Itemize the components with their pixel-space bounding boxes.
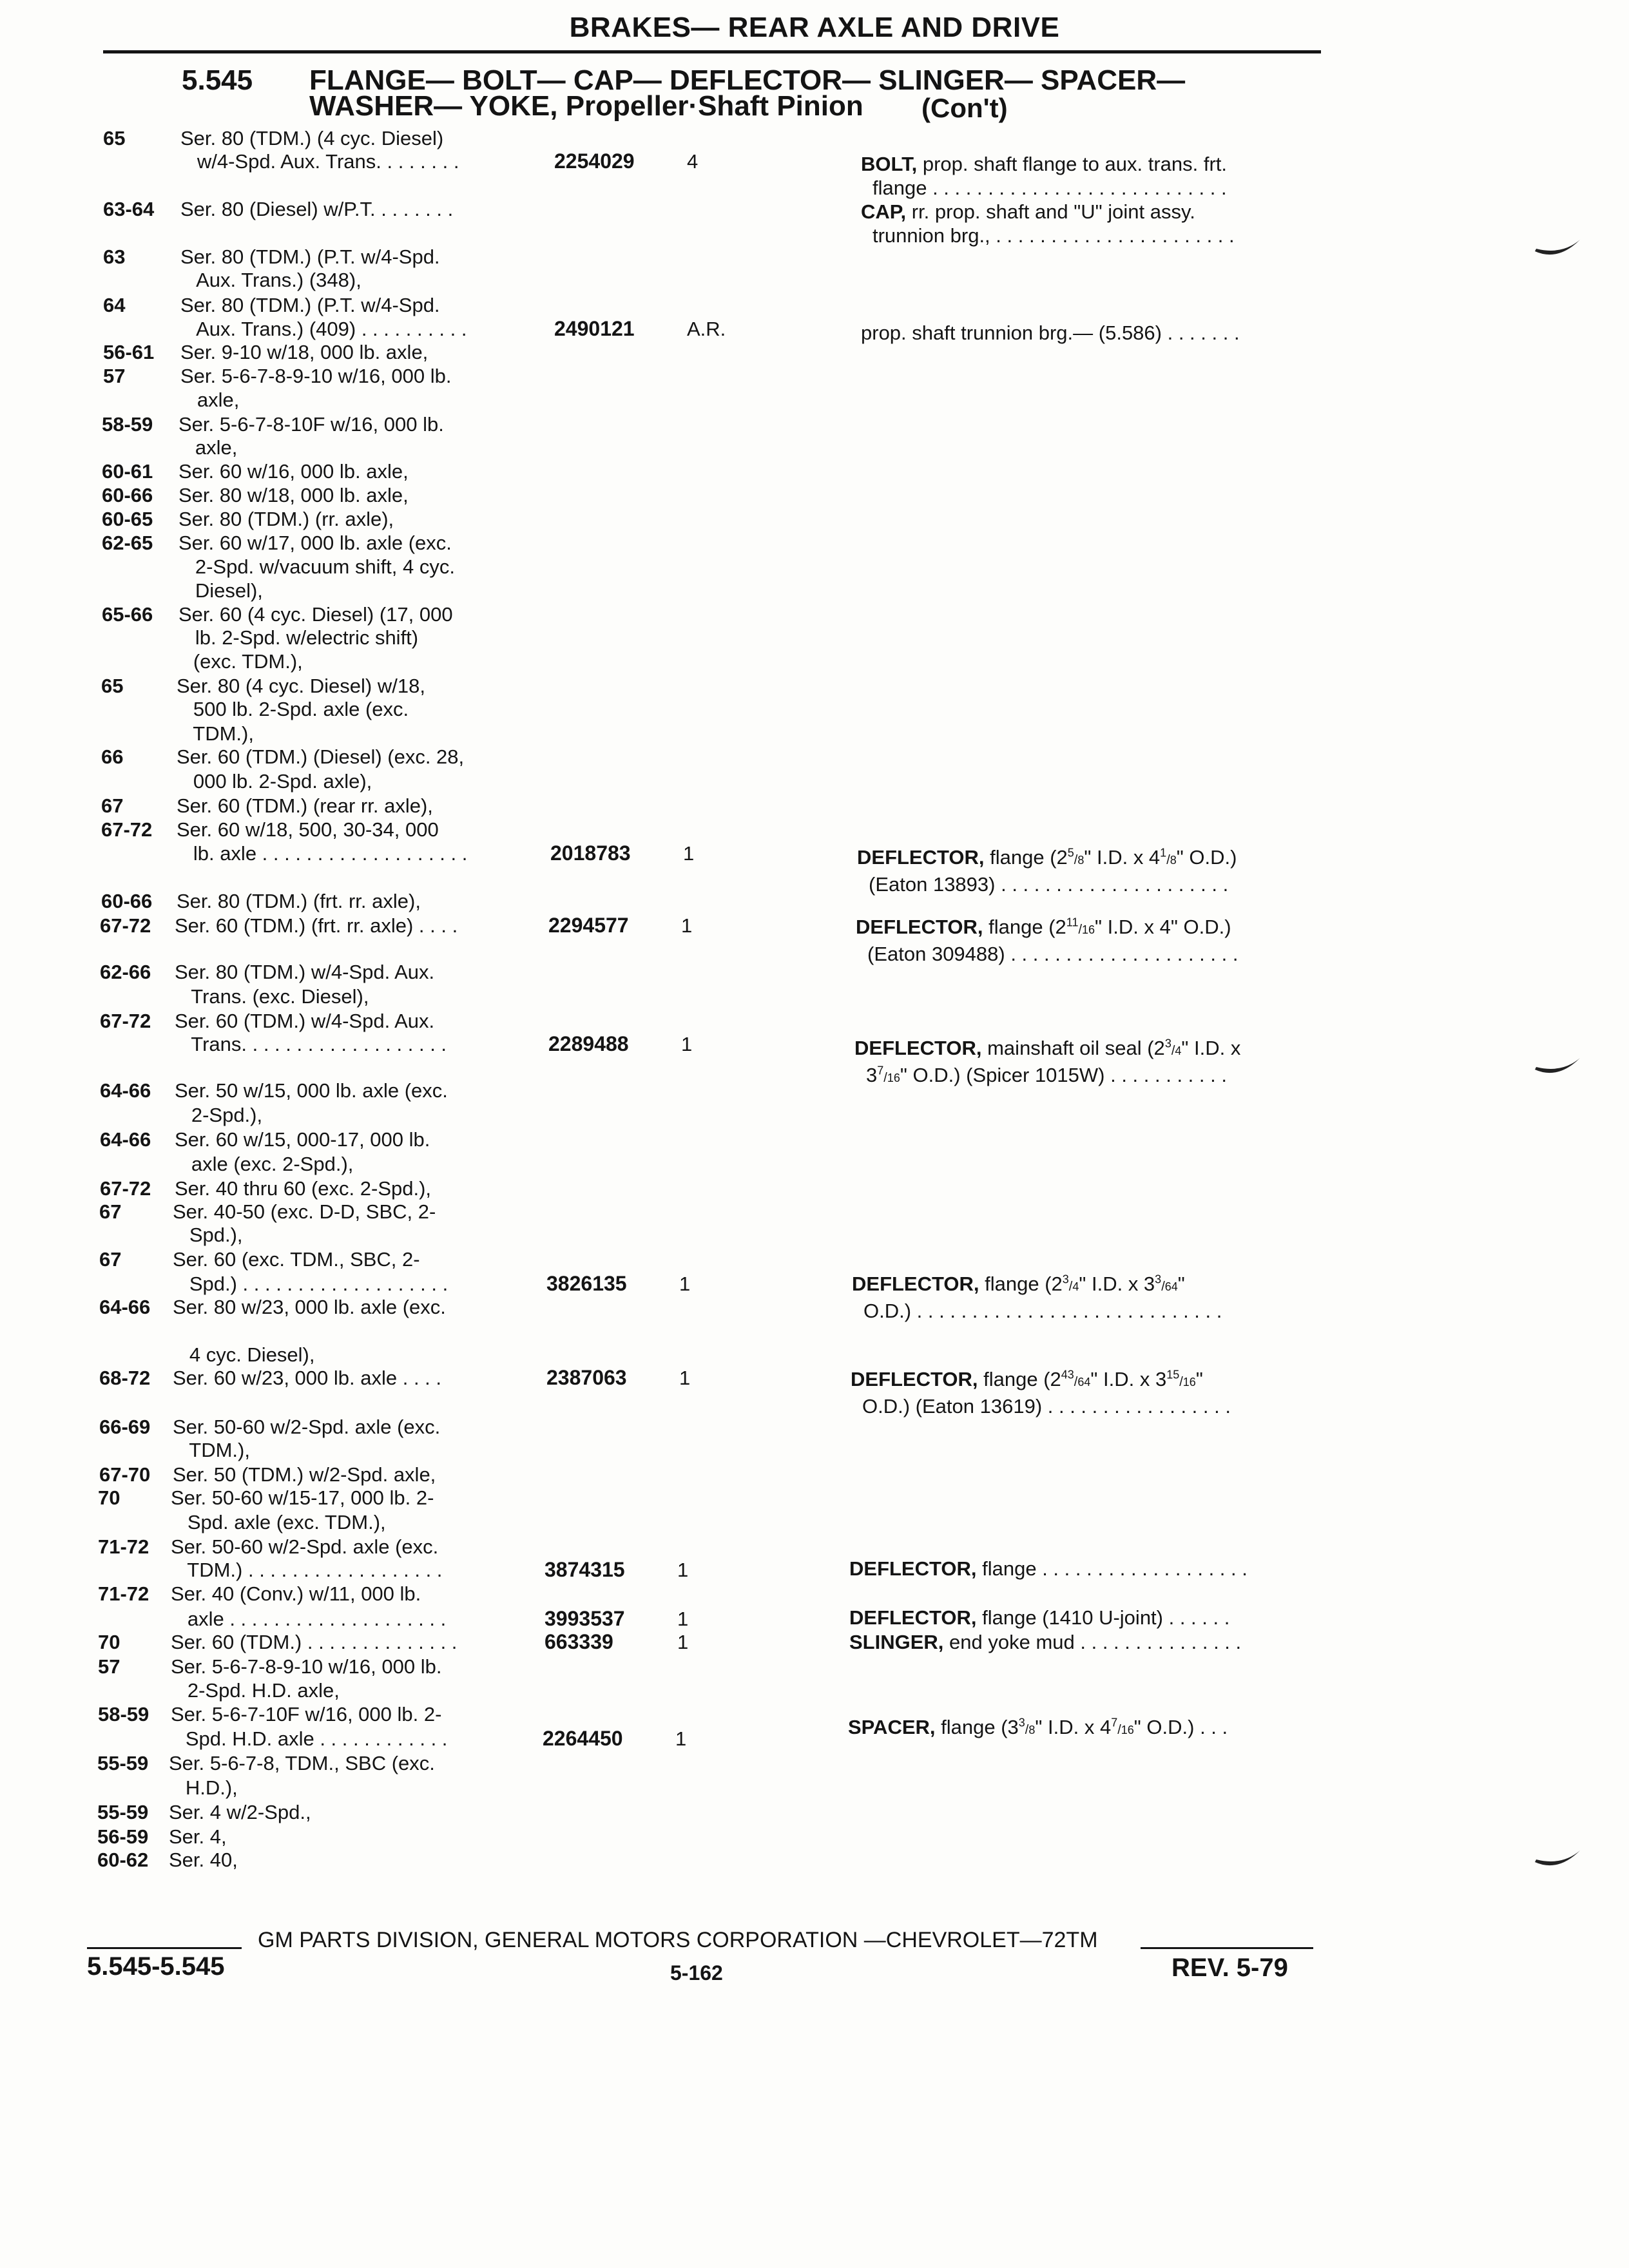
entry-year: 60-62 bbox=[97, 1849, 149, 1871]
part-number: 2289488 bbox=[548, 1032, 629, 1055]
entry-application: 4 cyc. Diesel), bbox=[173, 1343, 315, 1366]
part-description bbox=[861, 152, 1227, 200]
entry-application: Ser. 40 (Conv.) w/11, 000 lb. bbox=[171, 1582, 421, 1605]
description-text: " O.D.) bbox=[1176, 846, 1237, 869]
entry-year: 64-66 bbox=[100, 1128, 151, 1151]
entry-application: Ser. 60 (TDM.) (frt. rr. axle) . . . . bbox=[175, 914, 458, 937]
entry-year: 66 bbox=[101, 745, 124, 768]
entry-year: 66-69 bbox=[99, 1416, 151, 1438]
fraction-slash: / bbox=[1074, 1375, 1078, 1389]
entry-application: Ser. 80 (TDM.) (P.T. w/4-Spd. bbox=[180, 245, 440, 268]
margin-mark bbox=[1532, 226, 1584, 264]
entry-application: Ser. 80 w/23, 000 lb. axle (exc. bbox=[173, 1296, 446, 1318]
description-text: O.D.) . . . . . . . . . . . . . . . . . . . . . . . . . . . . bbox=[863, 1300, 1222, 1322]
entry-year: 63 bbox=[103, 245, 126, 268]
entry-application: 2-Spd. H.D. axle, bbox=[171, 1679, 340, 1702]
part-number: 3993537 bbox=[545, 1607, 625, 1630]
fraction-slash: / bbox=[1166, 853, 1170, 867]
fraction-denominator: 8 bbox=[1077, 854, 1084, 867]
entry-application: Spd.) . . . . . . . . . . . . . . . . . . . bbox=[173, 1273, 448, 1295]
entry-year: 67-72 bbox=[100, 1010, 151, 1032]
fraction-numerator: 43 bbox=[1061, 1368, 1074, 1381]
entry-year: 60-66 bbox=[102, 484, 153, 506]
description-text: flange . . . . . . . . . . . . . . . . . . . . . . . . . . . bbox=[872, 177, 1227, 199]
part-name: SPACER, bbox=[848, 1716, 936, 1738]
entry-application: Ser. 50 w/15, 000 lb. axle (exc. bbox=[175, 1079, 448, 1102]
entry-application: Ser. 80 (TDM.) (frt. rr. axle), bbox=[177, 890, 421, 912]
entry-application: axle . . . . . . . . . . . . . . . . . . . . bbox=[171, 1608, 447, 1630]
entry-application: Ser. 60 (TDM.) w/4-Spd. Aux. bbox=[175, 1010, 435, 1032]
entry-application: Ser. 5-6-7-8-9-10 w/16, 000 lb. bbox=[171, 1655, 442, 1678]
part-name: DEFLECTOR, bbox=[849, 1557, 977, 1580]
entry-application: Ser. 60 (TDM.) . . . . . . . . . . . . . . bbox=[171, 1631, 458, 1653]
entry-application: Ser. 80 (Diesel) w/P.T. . . . . . . . bbox=[180, 198, 454, 220]
part-name: DEFLECTOR, bbox=[856, 916, 983, 938]
entry-year: 71-72 bbox=[98, 1535, 149, 1558]
part-number: 2387063 bbox=[546, 1366, 627, 1389]
description-text: end yoke mud . . . . . . . . . . . . . . . bbox=[943, 1631, 1242, 1653]
entry-application: 2-Spd.), bbox=[175, 1104, 263, 1126]
entry-year: 58-59 bbox=[98, 1703, 149, 1725]
part-description bbox=[849, 1606, 1229, 1629]
footer-rule-left bbox=[87, 1947, 242, 1949]
entry-application: TDM.), bbox=[177, 722, 254, 745]
header-rule bbox=[103, 50, 1321, 53]
part-number: 2490121 bbox=[554, 317, 635, 340]
entry-application: Ser. 40 thru 60 (exc. 2-Spd.), bbox=[175, 1177, 432, 1200]
part-description bbox=[861, 321, 1240, 345]
part-description bbox=[849, 1630, 1241, 1654]
fraction-slash: / bbox=[1161, 1280, 1165, 1294]
entry-year: 64-66 bbox=[99, 1296, 151, 1318]
entry-application: axle, bbox=[178, 436, 238, 459]
description-text: prop. shaft flange to aux. trans. frt. bbox=[917, 153, 1228, 175]
entry-application: lb. 2-Spd. w/electric shift) bbox=[178, 626, 419, 649]
entry-application: Trans. (exc. Diesel), bbox=[175, 985, 369, 1008]
entry-application: Ser. 4, bbox=[169, 1825, 227, 1848]
entry-year: 70 bbox=[98, 1631, 120, 1653]
description-text: " I.D. x bbox=[1181, 1037, 1241, 1059]
entry-application: Ser. 4 w/2-Spd., bbox=[169, 1801, 311, 1823]
entry-year: 67 bbox=[99, 1200, 122, 1223]
entry-application: Ser. 80 (TDM.) (4 cyc. Diesel) bbox=[180, 127, 444, 149]
entry-application: Ser. 50-60 w/2-Spd. axle (exc. bbox=[173, 1416, 441, 1438]
entry-application: 2-Spd. w/vacuum shift, 4 cyc. bbox=[178, 555, 455, 578]
part-description bbox=[849, 1557, 1248, 1581]
entry-application: Aux. Trans.) (409) . . . . . . . . . . bbox=[180, 318, 467, 340]
fraction-numerator: 7 bbox=[1111, 1716, 1118, 1729]
part-description bbox=[861, 200, 1235, 247]
entry-year: 67-72 bbox=[100, 914, 151, 937]
entry-application: Diesel), bbox=[178, 579, 263, 602]
entry-year: 60-66 bbox=[101, 890, 153, 912]
fraction-slash: / bbox=[1179, 1375, 1183, 1389]
quantity: A.R. bbox=[687, 318, 726, 340]
part-number: 663339 bbox=[545, 1630, 613, 1653]
entry-year: 62-65 bbox=[102, 532, 153, 554]
quantity: 1 bbox=[681, 914, 693, 937]
part-number: 3874315 bbox=[545, 1558, 625, 1581]
part-description bbox=[856, 915, 1238, 966]
part-description bbox=[851, 1367, 1231, 1418]
entry-application: axle, bbox=[180, 389, 240, 411]
entry-year: 57 bbox=[103, 365, 126, 387]
description-text: " I.D. x 4 bbox=[1084, 846, 1161, 869]
description-text: mainshaft oil seal (2 bbox=[981, 1037, 1165, 1059]
entry-application: TDM.), bbox=[173, 1439, 250, 1461]
entry-year: 65-66 bbox=[102, 603, 153, 626]
entry-year: 60-61 bbox=[102, 460, 153, 483]
description-text: 3 bbox=[866, 1064, 878, 1086]
entry-application: Ser. 40-50 (exc. D-D, SBC, 2- bbox=[173, 1200, 436, 1223]
part-number: 2254029 bbox=[554, 149, 635, 173]
entry-application: H.D.), bbox=[169, 1776, 238, 1799]
description-text: flange (2 bbox=[978, 1368, 1061, 1390]
entry-application: TDM.) . . . . . . . . . . . . . . . . . . bbox=[171, 1559, 443, 1581]
entry-application: Ser. 40, bbox=[169, 1849, 238, 1871]
entry-year: 55-59 bbox=[97, 1801, 149, 1823]
entry-year: 64-66 bbox=[100, 1079, 151, 1102]
entry-application: Spd. axle (exc. TDM.), bbox=[171, 1511, 386, 1533]
part-number: 3826135 bbox=[546, 1272, 627, 1295]
description-text: " bbox=[1177, 1273, 1185, 1295]
entry-year: 71-72 bbox=[98, 1582, 149, 1605]
margin-mark bbox=[1532, 1044, 1584, 1082]
entry-application: Ser. 60 (exc. TDM., SBC, 2- bbox=[173, 1248, 420, 1271]
entry-application: Ser. 9-10 w/18, 000 lb. axle, bbox=[180, 341, 429, 363]
part-name: DEFLECTOR, bbox=[854, 1037, 982, 1059]
part-name: SLINGER, bbox=[849, 1631, 944, 1653]
entry-year: 56-59 bbox=[97, 1825, 149, 1848]
fraction-numerator: 3 bbox=[1062, 1273, 1069, 1286]
description-text: " O.D.) (Spicer 1015W) . . . . . . . . . . . bbox=[900, 1064, 1227, 1086]
fraction-slash: / bbox=[1068, 1280, 1073, 1294]
entry-application: Ser. 50 (TDM.) w/2-Spd. axle, bbox=[173, 1463, 436, 1486]
entry-year: 67 bbox=[99, 1248, 122, 1271]
description-text: " I.D. x 3 bbox=[1079, 1273, 1155, 1295]
entry-application: w/4-Spd. Aux. Trans. . . . . . . . bbox=[180, 150, 459, 173]
quantity: 1 bbox=[677, 1559, 689, 1581]
part-number: 2294577 bbox=[548, 914, 629, 937]
entry-application: Ser. 60 w/23, 000 lb. axle . . . . bbox=[173, 1367, 442, 1389]
entry-application: Ser. 5-6-7-8-10F w/16, 000 lb. bbox=[178, 413, 444, 436]
description-text: " I.D. x 4 bbox=[1035, 1716, 1112, 1738]
continued-label: (Con't) bbox=[921, 93, 1008, 123]
entry-year: 55-59 bbox=[97, 1752, 149, 1774]
margin-mark bbox=[1532, 1836, 1584, 1875]
quantity: 1 bbox=[679, 1273, 691, 1295]
quantity: 1 bbox=[681, 1033, 693, 1055]
entry-application: Ser. 80 (TDM.) (rr. axle), bbox=[178, 508, 394, 530]
fraction-slash: / bbox=[1117, 1723, 1121, 1737]
entry-year: 63-64 bbox=[103, 198, 155, 220]
fraction-numerator: 15 bbox=[1166, 1368, 1180, 1381]
fraction-numerator: 3 bbox=[1018, 1716, 1025, 1729]
footer-publisher: GM PARTS DIVISION, GENERAL MOTORS CORPORATION —CHEVROLET—72TM bbox=[258, 1928, 1098, 1952]
quantity: 1 bbox=[679, 1367, 691, 1389]
footer-range: 5.545-5.545 bbox=[87, 1952, 225, 1981]
entry-year: 60-65 bbox=[102, 508, 153, 530]
part-name: DEFLECTOR, bbox=[851, 1368, 978, 1390]
entry-application: Ser. 60 (TDM.) (Diesel) (exc. 28, bbox=[177, 745, 465, 768]
description-text: " O.D.) . . . bbox=[1133, 1716, 1228, 1738]
description-text: flange (3 bbox=[935, 1716, 1019, 1738]
description-text: flange (2 bbox=[979, 1273, 1063, 1295]
quantity: 1 bbox=[677, 1608, 689, 1630]
fraction-denominator: 8 bbox=[1028, 1724, 1036, 1736]
entry-year: 57 bbox=[98, 1655, 120, 1678]
entry-application: Ser. 5-6-7-10F w/16, 000 lb. 2- bbox=[171, 1703, 442, 1725]
entry-year: 67-72 bbox=[101, 818, 153, 841]
part-description bbox=[854, 1036, 1240, 1090]
entry-year: 70 bbox=[98, 1486, 120, 1509]
entry-application: Ser. 80 (TDM.) (P.T. w/4-Spd. bbox=[180, 294, 440, 316]
fraction-numerator: 3 bbox=[1164, 1037, 1171, 1050]
fraction-numerator: 5 bbox=[1067, 846, 1074, 860]
entry-year: 64 bbox=[103, 294, 126, 316]
section-title-line1: FLANGE— BOLT— CAP— DEFLECTOR— SLINGER— SPACER— bbox=[309, 64, 1186, 96]
entry-application: Ser. 50-60 w/15-17, 000 lb. 2- bbox=[171, 1486, 434, 1509]
fraction-denominator: 4 bbox=[1175, 1044, 1182, 1057]
part-description bbox=[857, 845, 1237, 896]
description-text: (Eaton 309488) . . . . . . . . . . . . . . . . . . . . . bbox=[867, 943, 1239, 965]
section-title-line2: WASHER— YOKE, Propeller·Shaft Pinion bbox=[309, 90, 863, 122]
entry-year: 58-59 bbox=[102, 413, 153, 436]
description-text: flange (2 bbox=[984, 846, 1068, 869]
quantity: 4 bbox=[687, 150, 699, 173]
description-text: flange . . . . . . . . . . . . . . . . . . . bbox=[976, 1557, 1248, 1580]
part-description bbox=[852, 1272, 1222, 1323]
entry-application: Ser. 60 w/15, 000-17, 000 lb. bbox=[175, 1128, 430, 1151]
entry-application: Spd. H.D. axle . . . . . . . . . . . . bbox=[169, 1727, 448, 1750]
entry-application: (exc. TDM.), bbox=[177, 650, 303, 673]
entry-application: Ser. 60 (TDM.) (rear rr. axle), bbox=[177, 794, 433, 817]
section-number: 5.545 bbox=[182, 64, 253, 96]
entry-application: Ser. 60 w/17, 000 lb. axle (exc. bbox=[178, 532, 452, 554]
entry-application: 000 lb. 2-Spd. axle), bbox=[177, 770, 372, 793]
entry-application: Ser. 80 (TDM.) w/4-Spd. Aux. bbox=[175, 961, 435, 983]
part-name: DEFLECTOR, bbox=[849, 1606, 977, 1629]
part-name: DEFLECTOR, bbox=[857, 846, 985, 869]
footer-rule-right bbox=[1141, 1947, 1313, 1949]
fraction-slash: / bbox=[1025, 1723, 1029, 1737]
description-text: flange (2 bbox=[983, 916, 1066, 938]
fraction-numerator: 7 bbox=[877, 1064, 884, 1077]
description-text: rr. prop. shaft and "U" joint assy. bbox=[906, 200, 1195, 223]
part-name: CAP, bbox=[861, 200, 907, 223]
quantity: 1 bbox=[683, 842, 695, 865]
footer-page-number: 5-162 bbox=[670, 1961, 723, 1984]
footer-revision: REV. 5-79 bbox=[1171, 1954, 1288, 1982]
description-text: O.D.) (Eaton 13619) . . . . . . . . . . . . . . . . . bbox=[862, 1395, 1231, 1418]
fraction-denominator: 64 bbox=[1164, 1280, 1178, 1293]
entry-application: Ser. 60 w/16, 000 lb. axle, bbox=[178, 460, 409, 483]
entry-application: Ser. 60 (4 cyc. Diesel) (17, 000 bbox=[178, 603, 453, 626]
entry-application: axle (exc. 2-Spd.), bbox=[175, 1153, 354, 1175]
part-description bbox=[848, 1715, 1228, 1742]
fraction-numerator: 11 bbox=[1066, 916, 1079, 929]
entry-application: Ser. 80 w/18, 000 lb. axle, bbox=[178, 484, 409, 506]
entry-application: Ser. 60 w/18, 500, 30-34, 000 bbox=[177, 818, 439, 841]
entry-year: 67-72 bbox=[100, 1177, 151, 1200]
entry-application: Ser. 50-60 w/2-Spd. axle (exc. bbox=[171, 1535, 439, 1558]
description-text: " bbox=[1195, 1368, 1203, 1390]
entry-application: Ser. 5-6-7-8, TDM., SBC (exc. bbox=[169, 1752, 435, 1774]
description-text: flange (1410 U-joint) . . . . . . bbox=[976, 1606, 1230, 1629]
fraction-numerator: 1 bbox=[1160, 846, 1167, 860]
entry-application: Ser. 80 (4 cyc. Diesel) w/18, bbox=[177, 675, 425, 697]
entry-year: 67 bbox=[101, 794, 124, 817]
part-number: 2018783 bbox=[550, 841, 631, 865]
entry-application: Ser. 5-6-7-8-9-10 w/16, 000 lb. bbox=[180, 365, 452, 387]
description-text: " I.D. x 3 bbox=[1090, 1368, 1167, 1390]
fraction-denominator: 4 bbox=[1072, 1280, 1079, 1293]
entry-year: 56-61 bbox=[103, 341, 155, 363]
entry-application: 500 lb. 2-Spd. axle (exc. bbox=[177, 698, 409, 720]
entry-application: Aux. Trans.) (348), bbox=[180, 269, 361, 291]
entry-year: 62-66 bbox=[100, 961, 151, 983]
fraction-slash: / bbox=[1074, 853, 1078, 867]
part-name: BOLT, bbox=[861, 153, 918, 175]
fraction-denominator: 16 bbox=[887, 1072, 900, 1084]
entry-application: Trans. . . . . . . . . . . . . . . . . . . bbox=[175, 1033, 447, 1055]
description-text: trunnion brg., . . . . . . . . . . . . . . . . . . . . . . bbox=[872, 224, 1235, 247]
fraction-denominator: 64 bbox=[1077, 1376, 1091, 1389]
fraction-slash: / bbox=[1078, 923, 1083, 937]
fraction-denominator: 8 bbox=[1170, 854, 1177, 867]
entry-year: 65 bbox=[103, 127, 126, 149]
description-text: " I.D. x 4" O.D.) bbox=[1095, 916, 1231, 938]
fraction-numerator: 3 bbox=[1155, 1273, 1162, 1286]
description-text: prop. shaft trunnion brg.— (5.586) . . . . . . . bbox=[861, 322, 1240, 344]
part-number: 2264450 bbox=[543, 1727, 623, 1750]
entry-year: 68-72 bbox=[99, 1367, 151, 1389]
fraction-slash: / bbox=[1171, 1044, 1175, 1058]
description-text: (Eaton 13893) . . . . . . . . . . . . . . . . . . . . . bbox=[869, 873, 1229, 896]
entry-year: 67-70 bbox=[99, 1463, 151, 1486]
fraction-denominator: 16 bbox=[1121, 1724, 1134, 1736]
entry-year: 65 bbox=[101, 675, 124, 697]
fraction-denominator: 16 bbox=[1082, 923, 1095, 936]
part-name: DEFLECTOR, bbox=[852, 1273, 979, 1295]
entry-application: Spd.), bbox=[173, 1224, 243, 1246]
entry-application: lb. axle . . . . . . . . . . . . . . . . . . . bbox=[177, 842, 468, 865]
fraction-slash: / bbox=[883, 1071, 887, 1085]
page-header-title: BRAKES— REAR AXLE AND DRIVE bbox=[569, 12, 1060, 43]
quantity: 1 bbox=[675, 1727, 687, 1750]
quantity: 1 bbox=[677, 1631, 689, 1653]
fraction-denominator: 16 bbox=[1182, 1376, 1196, 1389]
